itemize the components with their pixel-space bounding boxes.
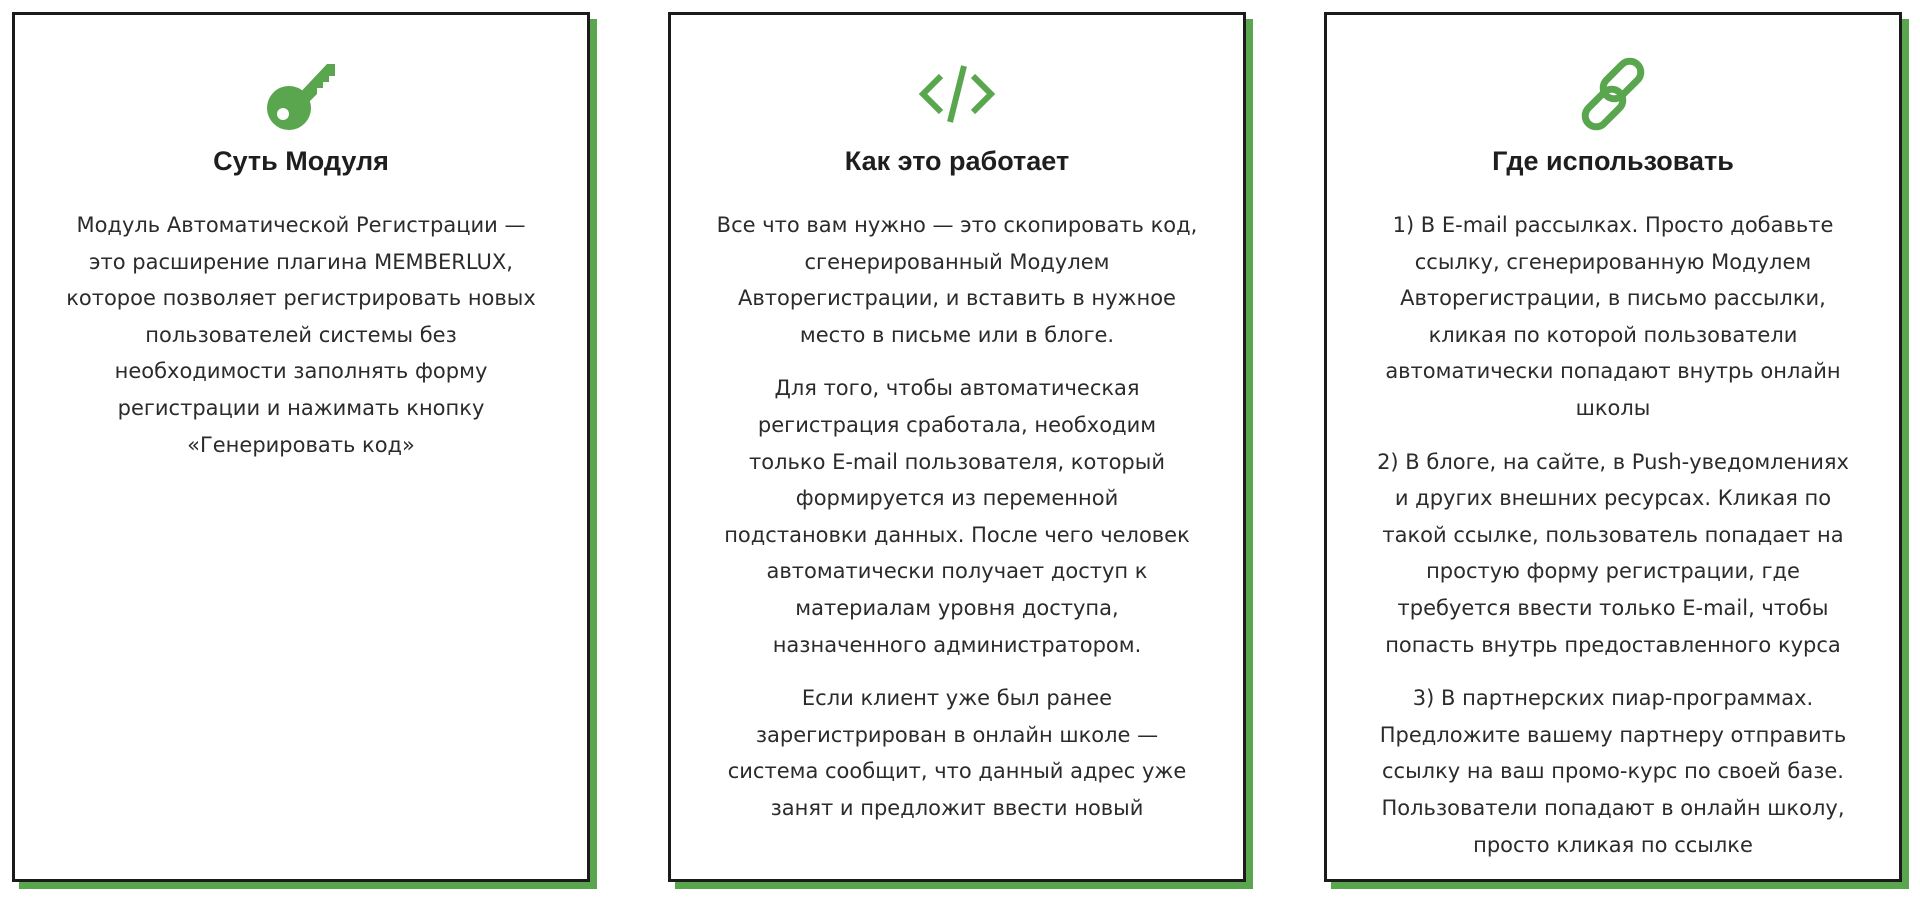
card-paragraph: Если клиент уже был ранее зарегистрирован в онлайн школе — система сообщит, что данный адрес уже занят и предложит ввести новый: [727, 686, 1187, 820]
card-title: Где использовать: [1492, 146, 1734, 176]
card-paragraph: Для того, чтобы автоматическая регистрация сработала, необходим только E-mail пользователя, который формируется из переменной подстановки данных. После чего человек автоматически получает доступ к материалам уровня доступа, назначенного администратором.: [724, 376, 1190, 657]
code-icon: [671, 51, 1243, 137]
card-body: [701, 207, 1213, 844]
card-module-essence: [12, 12, 590, 882]
card-body: [45, 207, 557, 480]
card-title: Как это работает: [844, 146, 1070, 176]
card-how-it-works: [668, 12, 1246, 882]
card-paragraph: Модуль Автоматической Регистрации — это расширение плагина MEMBERLUX, которое позволяет регистрировать новых пользователей системы без необходимости заполнять форму регистрации и нажимать кнопку «Генерировать код»: [66, 213, 536, 457]
key-icon: [15, 51, 587, 137]
card-paragraph: 2) В блоге, на сайте, в Push-уведомлениях и других внешних ресурсах. Кликая по такой ссылке, пользователь попадает на простую форму регистрации, где требуется ввести только E-mail, чтобы попасть внутрь предоставленного курса: [1377, 449, 1849, 657]
card-title: Суть Модуля: [213, 146, 389, 176]
card-where-to-use: [1324, 12, 1902, 882]
card-paragraph: 3) В партнерских пиар-программах. Предложите вашему партнеру отправить ссылку на ваш промо-курс по своей базе. Пользователи попадают в онлайн школу, просто кликая по ссылке: [1379, 686, 1847, 857]
card-paragraph: 1) В E-mail рассылках. Просто добавьте ссылку, сгенерированную Модулем Авторегистрации, в письмо рассылки, кликая по которой пользователи автоматически попадают внутрь онлайн школы: [1385, 213, 1841, 420]
card-paragraph: Все что вам нужно — это скопировать код, сгенерированный Модулем Авторегистрации, и вставить в нужное место в письме или в блоге.: [716, 213, 1198, 347]
link-icon: [1327, 51, 1899, 137]
card-body: [1357, 207, 1869, 880]
